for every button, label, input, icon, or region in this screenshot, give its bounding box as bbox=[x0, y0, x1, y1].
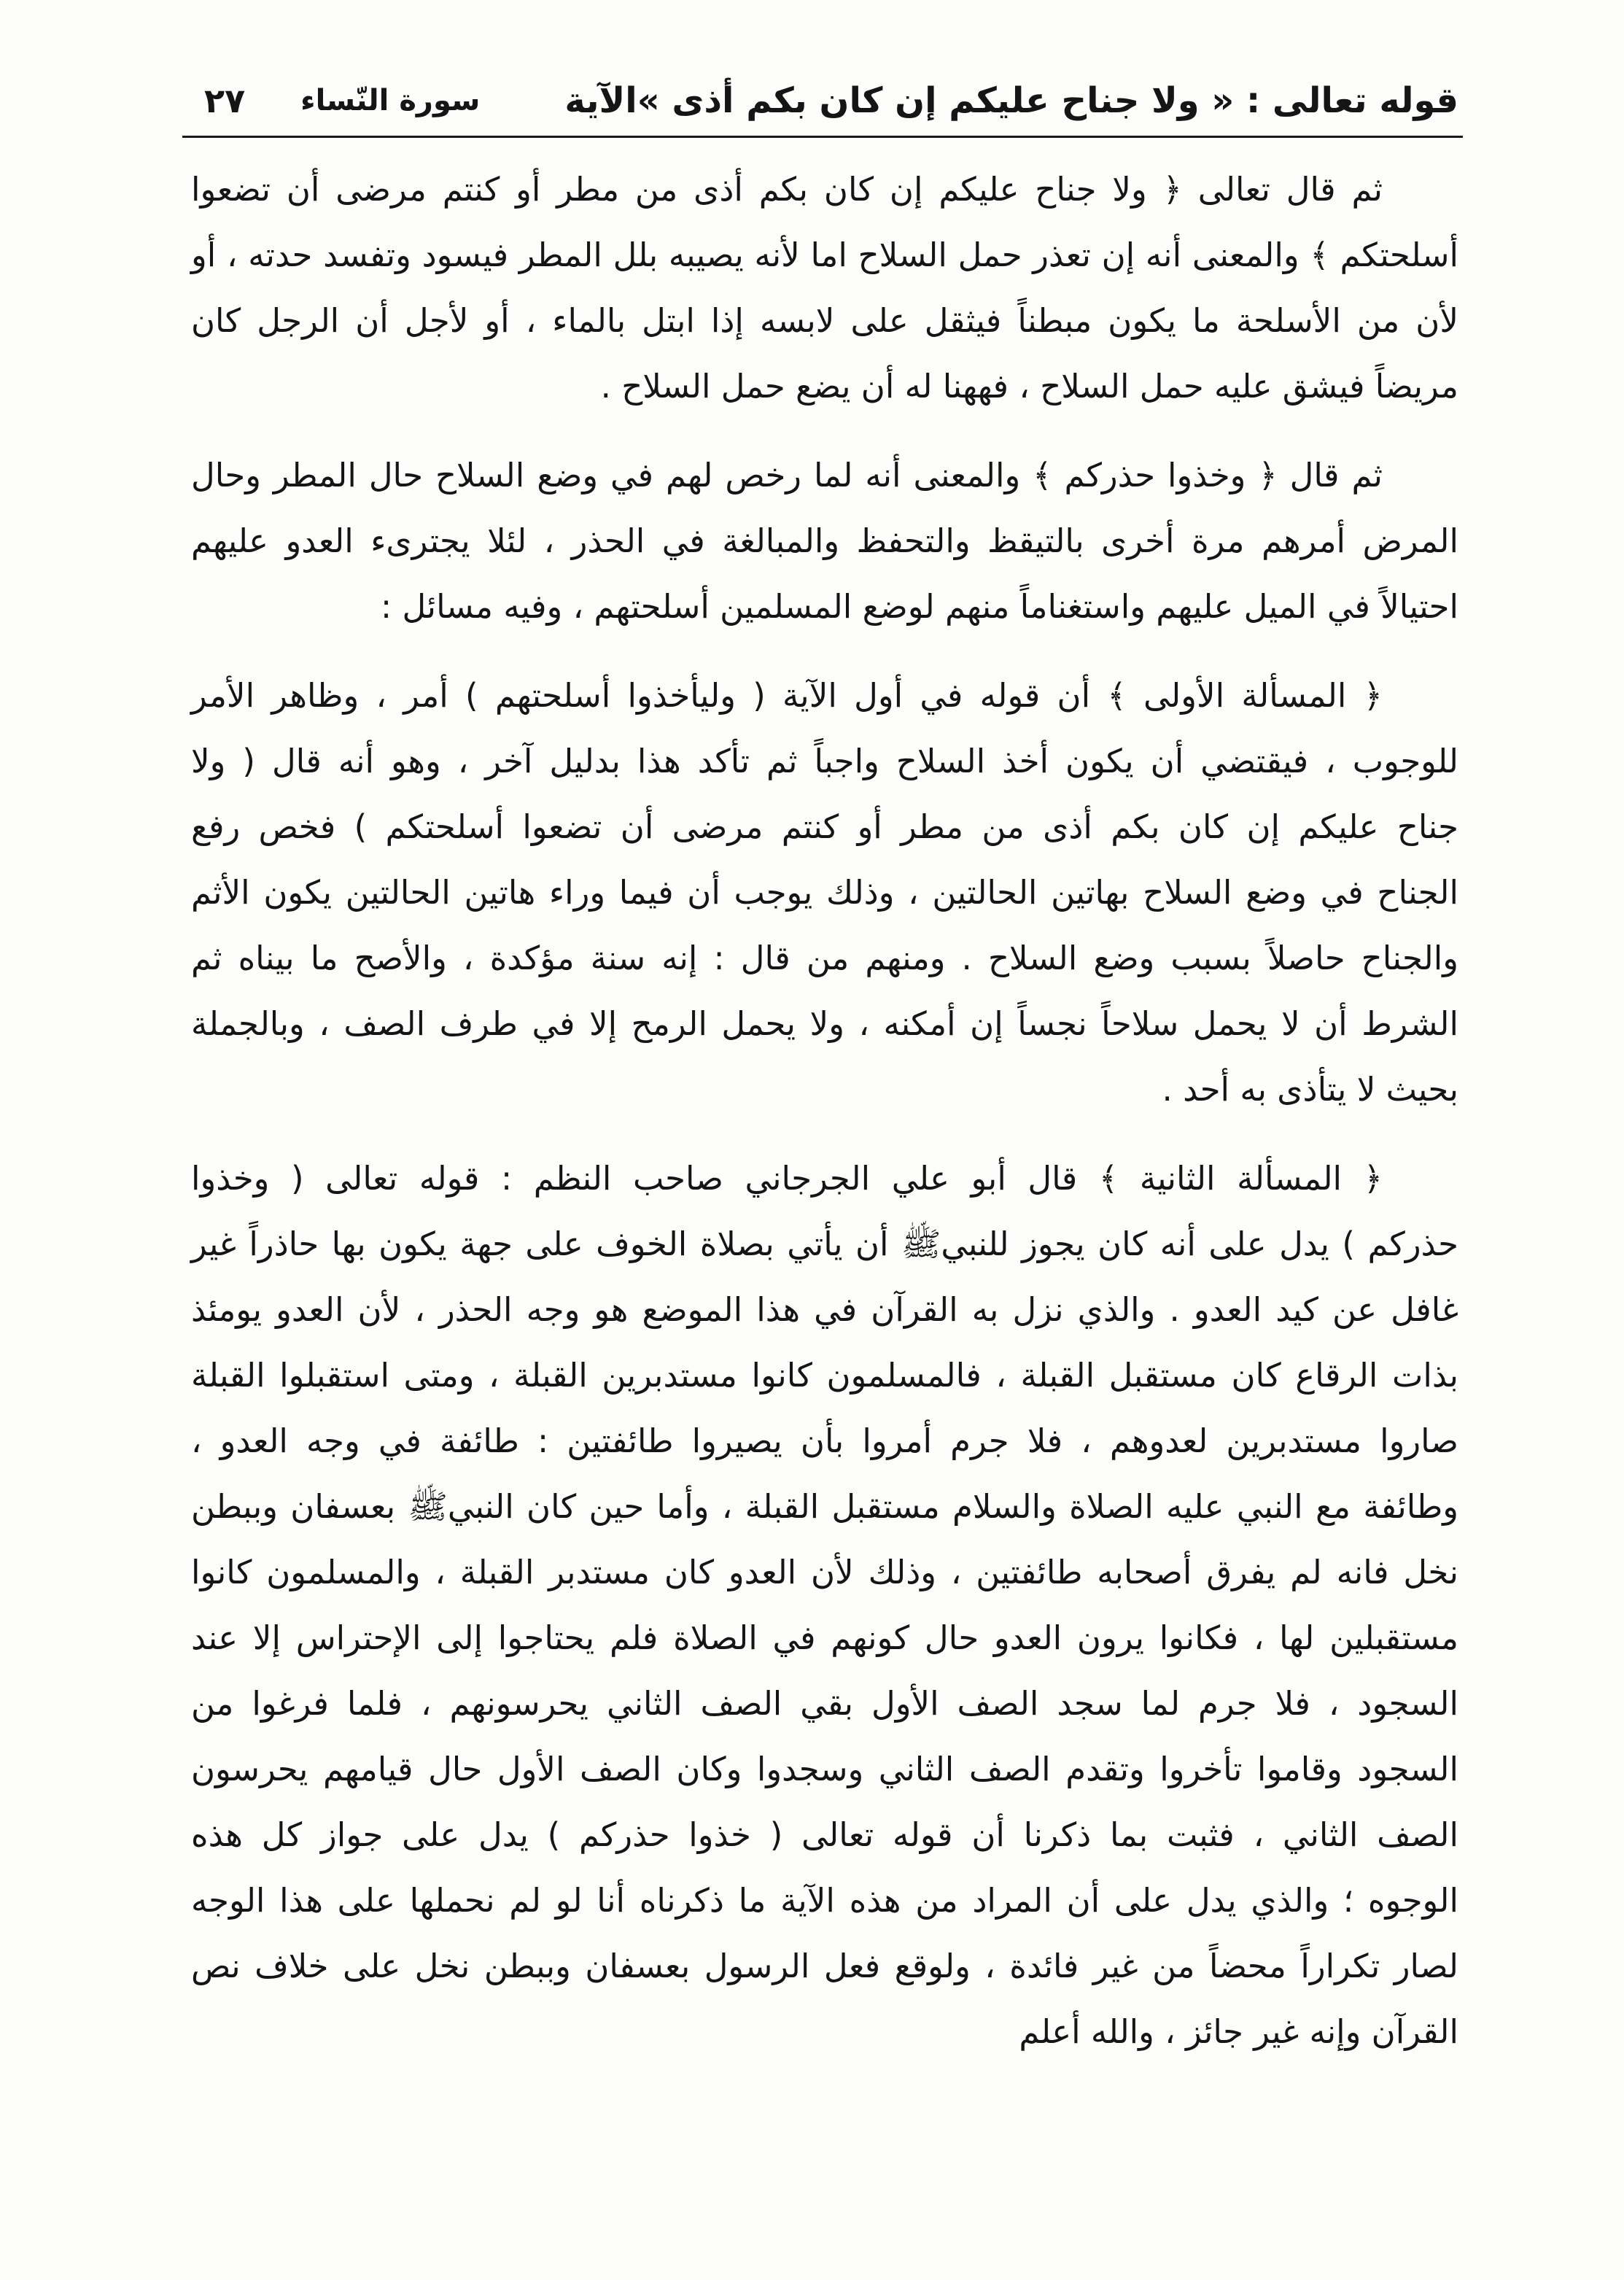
header-rule bbox=[182, 136, 1463, 138]
paragraph-3-line-7: بحيث لا يتأذى به أحد . bbox=[1162, 1070, 1458, 1109]
paragraph-3-line-6: الشرط أن لا يحمل سلاحاً نجساً إن أمكنه ، ولا يحمل الرمح إلا في طرف الصف ، وبالجملة bbox=[191, 1004, 1458, 1043]
running-header bbox=[191, 71, 1458, 130]
paragraph-2-line-2: المرض أمرهم مرة أخرى بالتيقظ والتحفظ والمبالغة في الحذر ، لئلا يجترىء العدو عليهم bbox=[191, 521, 1458, 560]
paragraph-3-line-5: والجناح حاصلاً بسبب وضع السلاح . ومنهم من قال : إنه سنة مؤكدة ، والأصح ما بيناه ثم bbox=[191, 939, 1458, 977]
paragraph-1-line-3: لأن من الأسلحة ما يكون مبطناً فيثقل على لابسه إذا ابتل بالماء ، أو لأجل أن الرجل كان bbox=[191, 301, 1458, 340]
paragraph-4 bbox=[191, 1146, 1458, 2065]
paragraph-4-line-12: الوجوه ؛ والذي يدل على أن المراد من هذه الآية ما ذكرناه أنا لو لم نحملها على هذا الوجه bbox=[191, 1881, 1458, 1920]
paragraph-2-line-1: ثم قال ﴿ وخذوا حذركم ﴾ والمعنى أنه لما رخص لهم في وضع السلاح حال المطر وحال bbox=[191, 456, 1383, 495]
paragraph-3-line-4: الجناح في وضع السلاح بهاتين الحالتين ، وذلك يوجب أن فيما وراء هاتين الحالتين يكون الأثم bbox=[191, 873, 1458, 912]
paragraph-4-line-14: القرآن وإنه غير جائز ، والله أعلم bbox=[1019, 2012, 1458, 2051]
paragraph-2-line-3: احتيالاً في الميل عليهم واستغناماً منهم لوضع المسلمين أسلحتهم ، وفيه مسائل : bbox=[381, 587, 1458, 626]
paragraph-4-line-7: نخل فانه لم يفرق أصحابه طائفتين ، وذلك لأن العدو كان مستدبر القبلة ، والمسلمون كانوا bbox=[191, 1553, 1458, 1591]
paragraph-4-line-10: السجود وقاموا تأخروا وتقدم الصف الثاني وسجدوا وكان الصف الأول حال قيامهم يحرسون bbox=[191, 1750, 1458, 1788]
paragraph-1 bbox=[191, 157, 1458, 419]
body-text bbox=[191, 157, 1458, 2088]
paragraph-2 bbox=[191, 443, 1458, 640]
paragraph-4-line-6: وطائفة مع النبي عليه الصلاة والسلام مستقبل القبلة ، وأما حين كان النبيﷺ بعسفان وببطن bbox=[191, 1487, 1458, 1526]
paragraph-1-line-2: أسلحتكم ﴾ والمعنى أنه إن تعذر حمل السلاح اما لأنه يصيبه بلل المطر فيسود وتفسد حدته ، أو bbox=[191, 236, 1458, 274]
paragraph-4-line-13: لصار تكراراً محضاً من غير فائدة ، ولوقع فعل الرسول بعسفان وببطن نخل على خلاف نص bbox=[191, 1947, 1458, 1985]
paragraph-3-line-2: للوجوب ، فيقتضي أن يكون أخذ السلاح واجباً ثم تأكد هذا بدليل آخر ، وهو أنه قال ( ولا bbox=[191, 742, 1458, 780]
paragraph-1-line-4: مريضاً فيشق عليه حمل السلاح ، فههنا له أن يضع حمل السلاح . bbox=[600, 367, 1458, 406]
paragraph-4-line-9: السجود ، فلا جرم لما سجد الصف الأول بقي الصف الثاني يحرسونهم ، فلما فرغوا من bbox=[191, 1684, 1458, 1723]
running-header-title: قوله تعالى : « ولا جناح عليكم إن كان بكم أذى »الآية bbox=[564, 80, 1458, 121]
page-number: ٢٧ bbox=[204, 81, 246, 120]
paragraph-1-line-1: ثم قال تعالى ﴿ ولا جناح عليكم إن كان بكم أذى من مطر أو كنتم مرضى أن تضعوا bbox=[191, 170, 1383, 209]
paragraph-4-line-11: الصف الثاني ، فثبت بما ذكرنا أن قوله تعالى ( خذوا حذركم ) يدل على جواز كل هذه bbox=[191, 1815, 1458, 1854]
paragraph-4-line-4: بذات الرقاع كان مستقبل القبلة ، فالمسلمون كانوا مستدبرين القبلة ، ومتى استقبلوا القبلة bbox=[191, 1356, 1458, 1395]
paragraph-4-line-1: ﴿ المسألة الثانية ﴾ قال أبو علي الجرجاني صاحب النظم : قوله تعالى ( وخذوا bbox=[191, 1159, 1383, 1198]
paragraph-4-line-2: حذركم ) يدل على أنه كان يجوز للنبيﷺ أن يأتي بصلاة الخوف على جهة يكون بها حاذراً غير bbox=[191, 1225, 1458, 1263]
paragraph-3-line-3: جناح عليكم إن كان بكم أذى من مطر أو كنتم مرضى أن تضعوا أسلحتكم ) فخص رفع bbox=[191, 807, 1458, 846]
paragraph-3 bbox=[191, 663, 1458, 1122]
paragraph-4-line-3: غافل عن كيد العدو . والذي نزل به القرآن في هذا الموضع هو وجه الحذر ، لأن العدو يومئذ bbox=[191, 1290, 1458, 1329]
paragraph-4-line-5: صاروا مستدبرين لعدوهم ، فلا جرم أمروا بأن يصيروا طائفتين : طائفة في وجه العدو ، bbox=[191, 1422, 1458, 1460]
paragraph-4-line-8: مستقبلين لها ، فكانوا يرون العدو حال كونهم في الصلاة فلم يحتاجوا إلى الإحتراس إلا عند bbox=[191, 1618, 1458, 1657]
paragraph-3-line-1: ﴿ المسألة الأولى ﴾ أن قوله في أول الآية ( وليأخذوا أسلحتهم ) أمر ، وظاهر الأمر bbox=[191, 676, 1383, 715]
surah-name: سورة النّساء bbox=[300, 84, 481, 117]
header-left-group bbox=[191, 81, 480, 120]
